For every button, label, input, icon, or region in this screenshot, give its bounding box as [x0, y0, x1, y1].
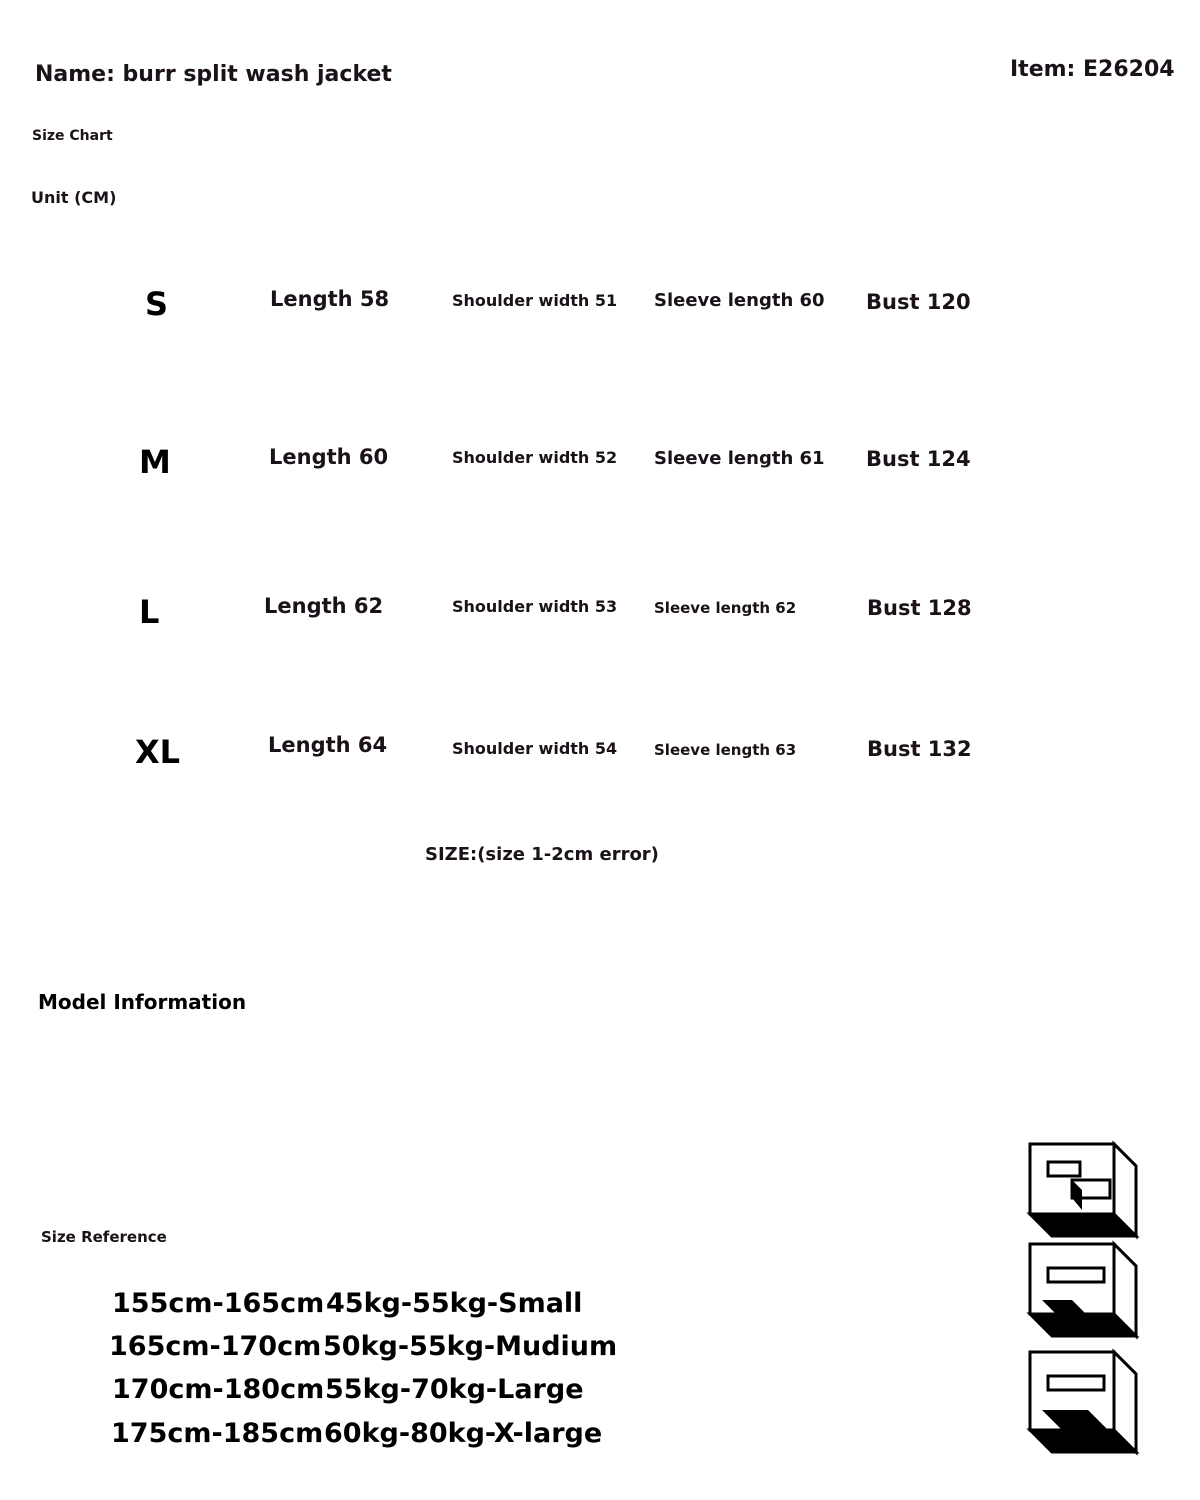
- size-chart-title: Size Chart: [32, 128, 113, 144]
- logo-block-bottom: [1030, 1352, 1136, 1452]
- bust-l: Bust 128: [867, 596, 972, 620]
- size-label-xl: XL: [135, 733, 181, 771]
- ref-weight-3: 55kg-70kg-Large: [325, 1374, 584, 1405]
- ref-height-1: 155cm-165cm: [112, 1288, 325, 1319]
- size-label-l: L: [139, 593, 160, 631]
- ref-height-2: 165cm-170cm: [109, 1331, 322, 1362]
- ref-height-3: 170cm-180cm: [112, 1374, 325, 1405]
- shoulder-xl: Shoulder width 54: [452, 739, 618, 758]
- shoulder-m: Shoulder width 52: [452, 448, 618, 467]
- 3d-block-letters-logo-icon: [1022, 1140, 1142, 1460]
- size-error-note: SIZE:(size 1-2cm error): [425, 844, 659, 865]
- size-reference-title: Size Reference: [41, 1228, 167, 1246]
- shoulder-s: Shoulder width 51: [452, 291, 618, 310]
- ref-weight-4: 60kg-80kg-X-large: [324, 1418, 603, 1449]
- length-s: Length 58: [270, 287, 390, 311]
- size-label-s: S: [145, 285, 169, 323]
- ref-weight-2: 50kg-55kg-Mudium: [323, 1331, 618, 1362]
- bust-s: Bust 120: [866, 290, 971, 314]
- length-m: Length 60: [269, 445, 389, 469]
- bust-xl: Bust 132: [867, 737, 972, 761]
- ref-height-4: 175cm-185cm: [111, 1418, 324, 1449]
- size-label-m: M: [139, 443, 171, 481]
- unit-label: Unit (CM): [31, 188, 117, 207]
- product-name: Name: burr split wash jacket: [35, 62, 392, 87]
- sleeve-s: Sleeve length 60: [654, 290, 825, 311]
- logo-block-top: [1030, 1144, 1136, 1236]
- shoulder-l: Shoulder width 53: [452, 597, 618, 616]
- logo-block-middle: [1030, 1244, 1136, 1336]
- bust-m: Bust 124: [866, 447, 971, 471]
- sleeve-m: Sleeve length 61: [654, 448, 825, 469]
- item-number: Item: E26204: [1010, 57, 1175, 82]
- sleeve-l: Sleeve length 62: [654, 599, 797, 617]
- model-information-heading: Model Information: [38, 990, 247, 1014]
- length-l: Length 62: [264, 594, 384, 618]
- length-xl: Length 64: [268, 733, 388, 757]
- sleeve-xl: Sleeve length 63: [654, 741, 797, 759]
- ref-weight-1: 45kg-55kg-Small: [326, 1288, 583, 1319]
